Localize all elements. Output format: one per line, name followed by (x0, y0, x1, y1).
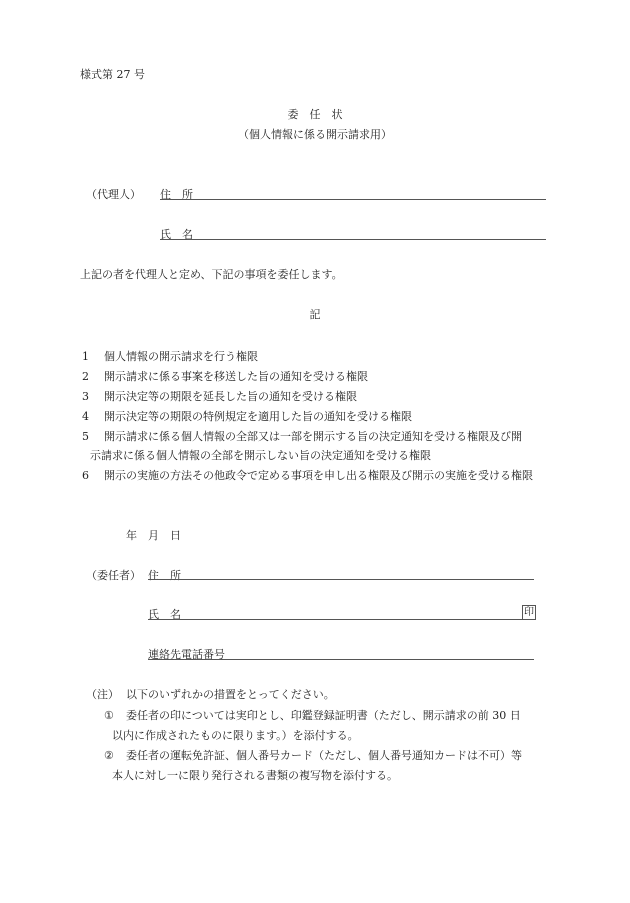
principal-name-field[interactable] (148, 619, 522, 620)
notes-heading: （注） (86, 688, 119, 701)
date-line: 年 月 日 (126, 529, 181, 542)
seal-mark: 印 (524, 607, 534, 618)
authority-item-text: 個人情報の開示請求を行う権限 (104, 350, 258, 363)
principal-address-field[interactable] (148, 579, 534, 580)
authority-item-number: 3 (82, 390, 89, 403)
principal-phone-field[interactable] (148, 659, 534, 660)
authority-item-text: 開示決定等の期限の特例規定を適用した旨の通知を受ける権限 (104, 410, 412, 423)
authority-item-number: 6 (82, 469, 89, 482)
authority-item-text: 開示の実施の方法その他政令で定める事項を申し出る権限及び開示の実施を受ける権限 (104, 469, 533, 482)
principal-role-label: （委任者） (86, 569, 141, 582)
authority-item-text: 開示請求に係る個人情報の全部又は一部を開示する旨の決定通知を受ける権限及び開 (104, 430, 522, 443)
authority-item-text: 開示請求に係る事案を移送した旨の通知を受ける権限 (104, 370, 368, 383)
principal-name-label: 氏 名 (148, 608, 181, 621)
authority-item-text: 開示決定等の期限を延長した旨の通知を受ける権限 (104, 390, 357, 403)
note-text: 本人に対し一に限り発行される書類の複写物を添付する。 (112, 769, 398, 782)
authority-item-number: 4 (82, 410, 89, 423)
note-text: 以内に作成されたものに限ります。）を添付する。 (112, 729, 359, 742)
notes-intro: 以下のいずれかの措置をとってください。 (126, 688, 335, 701)
form-number: 様式第 27 号 (80, 68, 145, 81)
agent-name-label: 氏 名 (160, 228, 193, 241)
document-title: 委 任 状 (287, 108, 343, 121)
agent-name-field[interactable] (160, 239, 546, 240)
delegation-statement: 上記の者を代理人と定め、下記の事項を委任します。 (80, 268, 343, 281)
agent-address-label: 住 所 (160, 188, 193, 201)
principal-phone-label: 連絡先電話番号 (148, 648, 225, 661)
ki-heading: 記 (309, 308, 321, 321)
note-text: 委任者の印については実印とし、印鑑登録証明書（ただし、開示請求の前 30 日 (126, 709, 521, 722)
document-subtitle: （個人情報に係る開示請求用） (238, 128, 392, 141)
note-marker: ① (104, 709, 114, 722)
authority-item-number: 5 (82, 430, 89, 443)
principal-address-label: 住 所 (148, 569, 181, 582)
note-marker: ② (104, 749, 114, 762)
note-text: 委任者の運転免許証、個人番号カード（ただし、個人番号通知カードは不可）等 (126, 749, 522, 762)
agent-role-label: （代理人） (86, 188, 141, 201)
authority-item-text: 示請求に係る個人情報の全部を開示しない旨の決定通知を受ける権限 (90, 449, 431, 462)
authority-item-number: 1 (82, 350, 89, 363)
agent-address-field[interactable] (160, 199, 546, 200)
authority-item-number: 2 (82, 370, 89, 383)
